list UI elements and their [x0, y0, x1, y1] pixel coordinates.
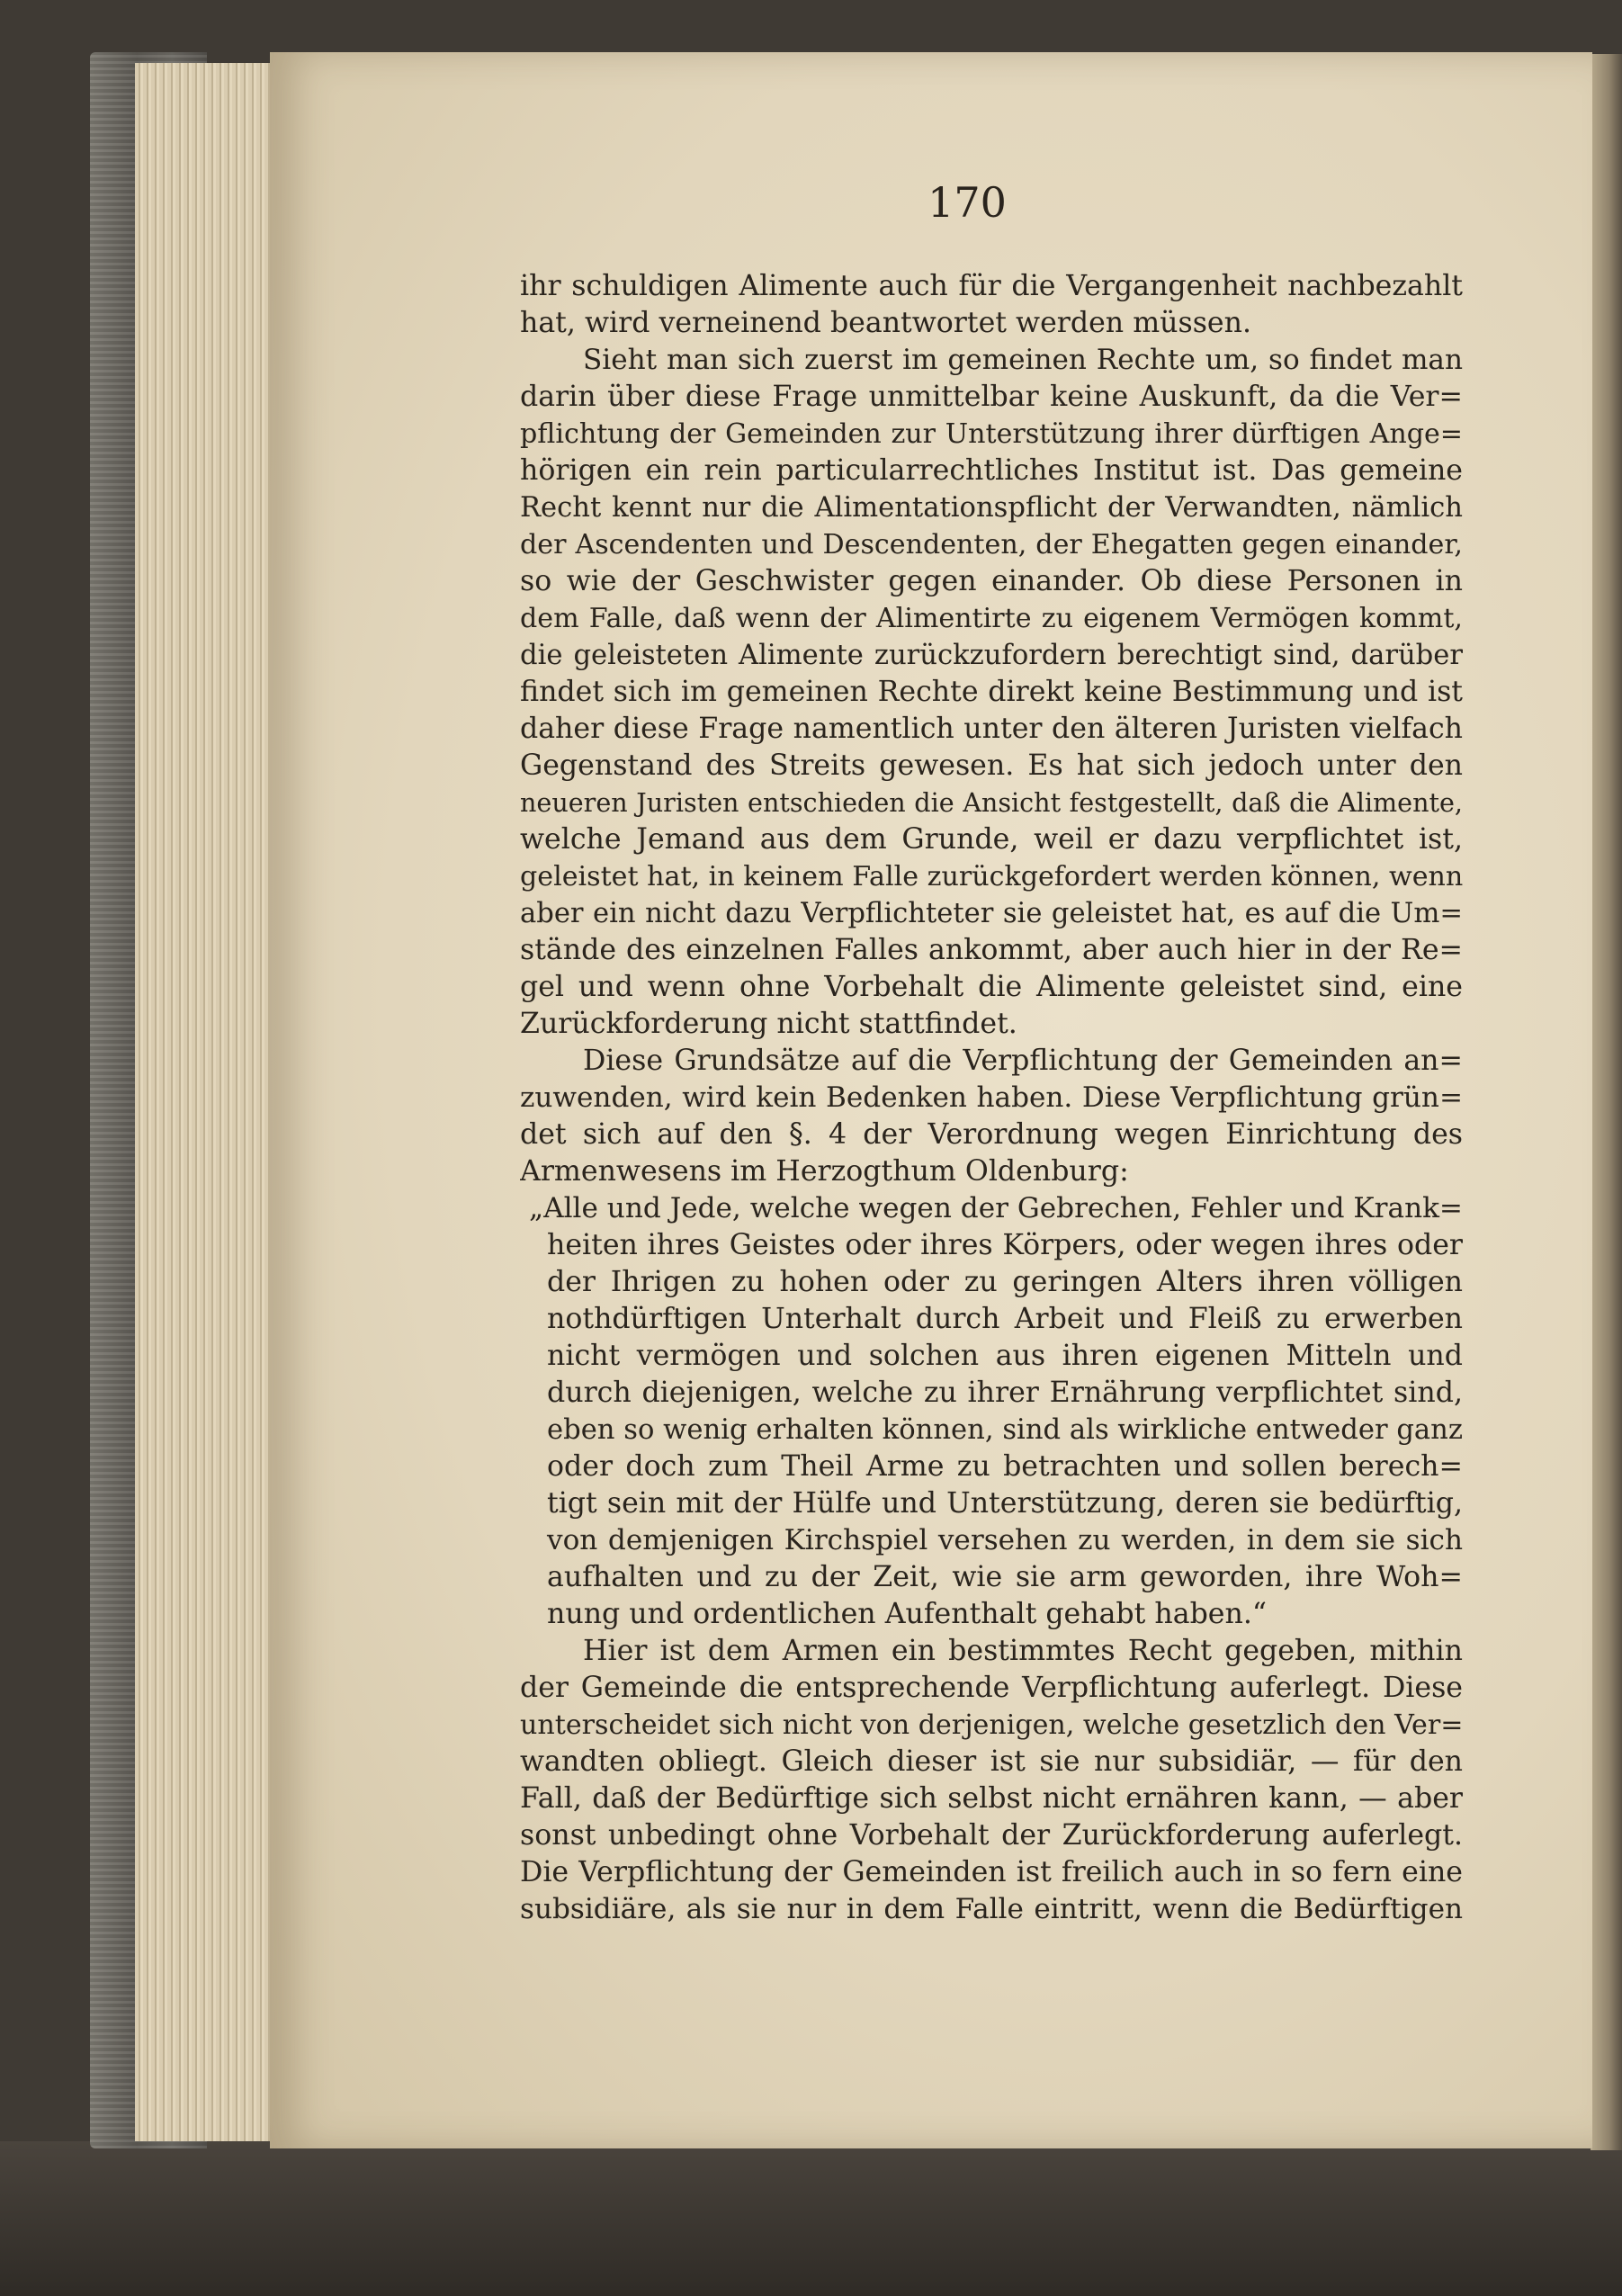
text-line: neueren Juristen entschieden die Ansicht festgestellt, daß die Alimente,: [520, 787, 1463, 818]
text-line: unterscheidet sich nicht von derjenigen, welche gesetzlich den Ver=: [520, 1709, 1463, 1741]
text-line: Armenwesens im Herzogthum Oldenburg:: [520, 1155, 1129, 1188]
text-line: Sieht man sich zuerst im gemeinen Rechte um, so findet man: [583, 344, 1463, 376]
text-line: welche Jemand aus dem Grunde, weil er dazu verpflichtet ist,: [520, 823, 1463, 856]
text-line: darin über diese Frage unmittelbar keine Auskunft, da die Ver=: [520, 381, 1463, 413]
text-line: ihr schuldigen Alimente auch für die Vergangenheit nachbezahlt: [520, 270, 1463, 302]
text-line: Zurückforderung nicht stattfindet.: [520, 1008, 1017, 1040]
text-line: Diese Grundsätze auf die Verpflichtung der Gemeinden an=: [583, 1045, 1463, 1077]
text-line: subsidiäre, als sie nur in dem Falle eintritt, wenn die Bedürftigen: [520, 1893, 1463, 1925]
text-line: pflichtung der Gemeinden zur Unterstützung ihrer dürftigen Ange=: [520, 418, 1463, 450]
text-line: det sich auf den §. 4 der Verordnung wegen Einrichtung des: [520, 1118, 1463, 1151]
facing-page-edge: [1591, 54, 1622, 2150]
text-line: sonst unbedingt ohne Vorbehalt der Zurückforderung auferlegt.: [520, 1819, 1463, 1852]
text-line: der Gemeinde die entsprechende Verpflichtung auferlegt. Diese: [520, 1672, 1463, 1704]
text-line: daher diese Frage namentlich unter den älteren Juristen vielfach: [520, 713, 1463, 745]
text-line: gel und wenn ohne Vorbehalt die Alimente geleistet sind, eine: [520, 971, 1463, 1003]
text-line: stände des einzelnen Falles ankommt, aber auch hier in der Re=: [520, 934, 1463, 966]
text-line: Gegenstand des Streits gewesen. Es hat sich jedoch unter den: [520, 749, 1463, 782]
text-line: hat, wird verneinend beantwortet werden müssen.: [520, 307, 1252, 339]
quote-line: oder doch zum Theil Arme zu betrachten und sollen berech=: [547, 1450, 1463, 1483]
quote-line: aufhalten und zu der Zeit, wie sie arm geworden, ihre Woh=: [547, 1561, 1463, 1593]
quote-line: nicht vermögen und solchen aus ihren eigenen Mitteln und: [547, 1340, 1463, 1372]
quote-line: eben so wenig erhalten können, sind als wirkliche entweder ganz: [547, 1414, 1463, 1446]
text-line: dem Falle, daß wenn der Alimentirte zu eigenem Vermögen kommt,: [520, 603, 1463, 634]
quote-line: nothdürftigen Unterhalt durch Arbeit und Fleiß zu erwerben: [547, 1303, 1463, 1335]
quote-line: der Ihrigen zu hohen oder zu geringen Alters ihren völligen: [547, 1266, 1463, 1298]
text-line: der Ascendenten und Descendenten, der Ehegatten gegen einander,: [520, 529, 1463, 561]
quote-line: heiten ihres Geistes oder ihres Körpers, oder wegen ihres oder: [547, 1229, 1463, 1261]
table-surface: [0, 2141, 1622, 2296]
quote-line: tigt sein mit der Hülfe und Unterstützung, deren sie bedürftig,: [547, 1487, 1463, 1520]
text-line: Fall, daß der Bedürftige sich selbst nicht ernähren kann, — aber: [520, 1782, 1463, 1815]
text-line: findet sich im gemeinen Rechte direkt keine Bestimmung und ist: [520, 676, 1463, 708]
text-line: hörigen ein rein particularrechtliches Institut ist. Das gemeine: [520, 454, 1463, 487]
page-number: 170: [927, 178, 1007, 227]
page-edges: [135, 63, 279, 2141]
book-page: [270, 52, 1592, 2148]
text-line: die geleisteten Alimente zurückzufordern berechtigt sind, darüber: [520, 640, 1463, 671]
text-line: aber ein nicht dazu Verpflichteter sie geleistet hat, es auf die Um=: [520, 898, 1463, 929]
quote-line: durch diejenigen, welche zu ihrer Ernährung verpflichtet sind,: [547, 1377, 1463, 1409]
text-line: wandten obliegt. Gleich dieser ist sie nur subsidiär, — für den: [520, 1745, 1463, 1778]
text-line: geleistet hat, in keinem Falle zurückgefordert werden können, wenn: [520, 861, 1463, 892]
quote-line: von demjenigen Kirchspiel versehen zu werden, in dem sie sich: [547, 1524, 1463, 1556]
text-line: Die Verpflichtung der Gemeinden ist freilich auch in so fern eine: [520, 1856, 1463, 1888]
text-line: Recht kennt nur die Alimentationspflicht der Verwandten, nämlich: [520, 492, 1463, 524]
text-line: so wie der Geschwister gegen einander. Ob diese Personen in: [520, 565, 1463, 597]
text-line: Hier ist dem Armen ein bestimmtes Recht gegeben, mithin: [583, 1635, 1463, 1667]
quote-line: nung und ordentlichen Aufenthalt gehabt haben.“: [547, 1598, 1268, 1630]
quote-line: „Alle und Jede, welche wegen der Gebrechen, Fehler und Krank=: [529, 1192, 1463, 1224]
text-line: zuwenden, wird kein Bedenken haben. Diese Verpflichtung grün=: [520, 1081, 1463, 1114]
body-text: [520, 268, 1463, 2005]
